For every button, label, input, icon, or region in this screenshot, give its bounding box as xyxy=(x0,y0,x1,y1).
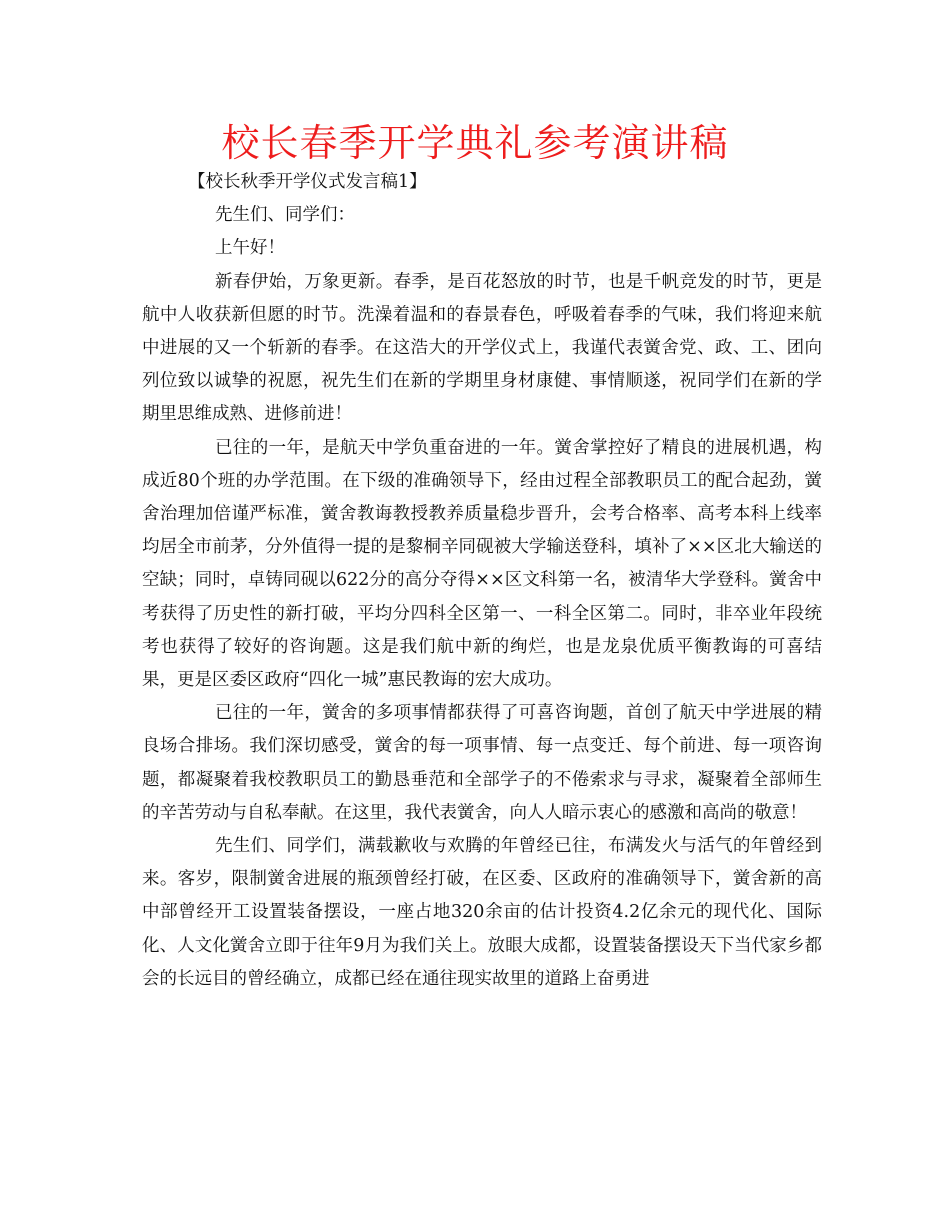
paragraph-1: 新春伊始，万象更新。春季，是百花怒放的时节，也是千帆竞发的时节，更是航中人收获新但愿的时节。洗澡着温和的春景春色，呼吸着春季的气味，我们将迎来航中进展的又一个斩新的春季。在这浩大的开学仪式上，我谨代表黉舍党、政、工、团向列位致以诚挚的祝愿，祝先生们在新的学期里身材康健、事情顺遂，祝同学们在新的学期里思维成熟、进修前进！ xyxy=(142,271,822,425)
speech-subtitle: 【校长秋季开学仪式发言稿1】 xyxy=(188,172,427,192)
paragraph-4: 先生们、同学们，满载歉收与欢腾的年曾经已往，布满发火与活气的年曾经到来。客岁，限制黉舍进展的瓶颈曾经打破，在区委、区政府的准确领导下，黉舍新的高中部曾经开工设置装备摆设，一座占地320余亩的估计投资4.2亿余元的现代化、国际化、人文化黉舍立即于往年9月为我们关上。放眼大成都，设置装备摆设天下当代家乡都会的长远目的曾经确立，成都已经在通往现实故里的道路上奋勇进 xyxy=(142,836,822,989)
salutation: 上午好！ xyxy=(215,238,285,259)
document-body xyxy=(142,166,822,996)
page-title: 校长春季开学典礼参考演讲稿 xyxy=(221,121,729,165)
paragraph-3: 已往的一年，黉舍的多项事情都获得了可喜咨询题，首创了航天中学进展的精良场合排场。我们深切感受，黉舍的每一项事情、每一点变迁、每个前进、每一项咨询题，都凝聚着我校教职员工的勤恳垂范和全部学子的不倦索求与寻求，凝聚着全部师生的辛苦劳动与自私奉献。在这里，我代表黉舍，向人人暗示衷心的感激和高尚的敬意！ xyxy=(142,703,822,823)
paragraph-2: 已往的一年，是航天中学负重奋进的一年。黉舍掌控好了精良的进展机遇，构成近80个班的办学范围。在下级的准确领导下，经由过程全部教职员工的配合起劲，黉舍治理加倍谨严标准，黉舍教诲教授教养质量稳步晋升，会考合格率、高考本科上线率均居全市前茅，分外值得一提的是黎桐辛同砚被大学输送登科，填补了××区北大输送的空缺；同时，卓铸同砚以622分的高分夺得××区文科第一名，被清华大学登科。黉舍中考获得了历史性的新打破，平均分四科全区第一、一科全区第二。同时，非卒业年段统考也获得了较好的咨询题。这是我们航中新的绚烂，也是龙泉优质平衡教诲的可喜结果，更是区委区政府“四化一城”惠民教诲的宏大成功。 xyxy=(142,437,822,691)
greeting: 先生们、同学们： xyxy=(215,205,355,226)
